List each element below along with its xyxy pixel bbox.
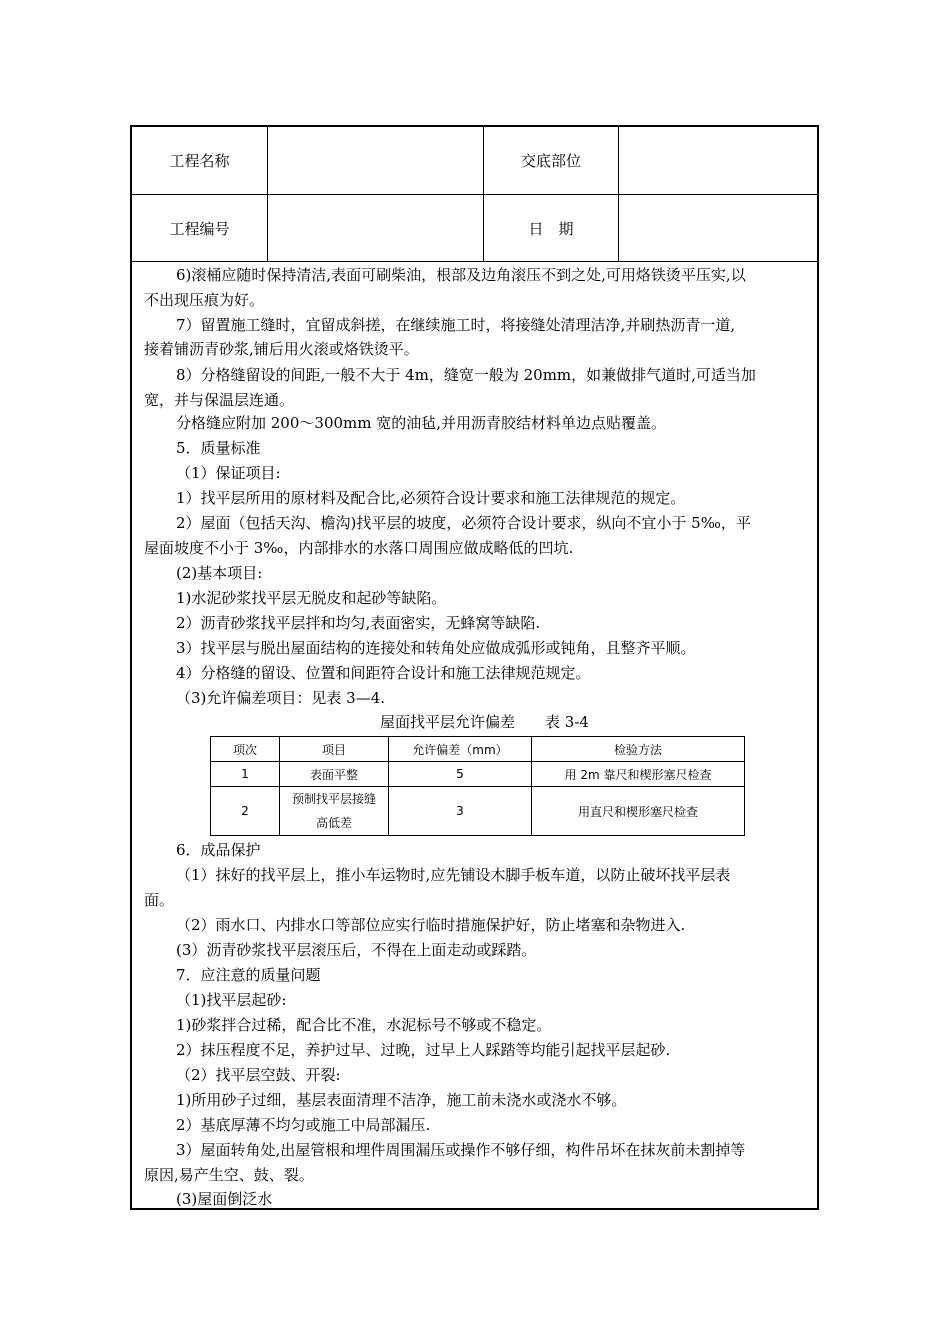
paragraph: 分格缝应附加 200～300mm 宽的油毡,并用沥青胶结材料单边点贴覆盖。 bbox=[176, 414, 667, 432]
subsection-heading: （1)找平层起砂: bbox=[176, 991, 287, 1009]
table-cell: 预制找平层接缝高低差 bbox=[280, 787, 389, 836]
document-frame bbox=[130, 125, 819, 1210]
table-header-row bbox=[211, 737, 745, 762]
tolerance-table bbox=[210, 736, 745, 836]
table-cell: 3 bbox=[389, 787, 532, 836]
date-value bbox=[619, 195, 817, 261]
paragraph: 4）分格缝的留设、位置和间距符合设计和施工法律规范规定。 bbox=[176, 664, 591, 682]
paragraph: （3)允许偏差项目：见表 3—4. bbox=[176, 689, 386, 707]
subsection-heading: （2）找平层空鼓、开裂: bbox=[176, 1066, 341, 1084]
section-heading: 5．质量标准 bbox=[176, 439, 261, 457]
paragraph: 2）抹压程度不足，养护过早、过晚，过早上人踩踏等均能引起找平层起砂. bbox=[176, 1041, 671, 1059]
paragraph: 6)滚桶应随时保持清洁,表面可刷柴油，根部及边角滚压不到之处,可用烙铁烫平压实,以 bbox=[176, 266, 746, 284]
table-cell: 2 bbox=[211, 787, 280, 836]
subsection-heading: (3)屋面倒泛水 bbox=[176, 1190, 273, 1208]
table-cell: 用 2m 靠尺和楔形塞尺检查 bbox=[532, 762, 745, 787]
paragraph: 屋面坡度不小于 3‰，内部排水的水落口周围应做成略低的凹坑. bbox=[144, 539, 574, 557]
project-name-label: 工程名称 bbox=[169, 152, 230, 170]
paragraph: 2）屋面（包括天沟、檐沟)找平层的坡度，必须符合设计要求，纵向不宜小于 5‰，平 bbox=[176, 514, 751, 532]
paragraph: 不出现压痕为好。 bbox=[144, 291, 265, 309]
subsection-heading: （1）保证项目: bbox=[176, 464, 281, 482]
section-heading: 7．应注意的质量问题 bbox=[176, 966, 321, 984]
paragraph: 2）基底厚薄不均匀或施工中局部漏压. bbox=[176, 1116, 431, 1134]
date-label: 日 期 bbox=[528, 219, 574, 238]
paragraph: 7）留置施工缝时，宜留成斜搓，在继续施工时，将接缝处清理洁净,并刷热沥青一道, bbox=[176, 316, 736, 334]
paragraph: （2）雨水口、内排水口等部位应实行临时措施保护好，防止堵塞和杂物进入. bbox=[176, 916, 686, 934]
table-cell: 1 bbox=[211, 762, 280, 787]
location-label: 交底部位 bbox=[520, 152, 581, 170]
paragraph: （1）抹好的找平层上，推小车运物时,应先铺设木脚手板车道，以防止破坏找平层表 bbox=[176, 866, 731, 884]
paragraph: 1）找平层所用的原材料及配合比,必须符合设计要求和施工法律规范的规定。 bbox=[176, 489, 686, 507]
paragraph: 3）找平层与脱出屋面结构的连接处和转角处应做成弧形或钝角，且整齐平顺。 bbox=[176, 639, 696, 657]
project-no-value bbox=[268, 195, 483, 261]
project-no-label: 工程编号 bbox=[169, 219, 230, 238]
table-row bbox=[211, 762, 745, 787]
table-caption: 屋面找平层允许偏差 表 3-4 bbox=[380, 713, 589, 731]
header-table bbox=[132, 127, 817, 262]
subsection-heading: (2)基本项目: bbox=[176, 564, 263, 582]
paragraph: 1)水泥砂浆找平层无脱皮和起砂等缺陷。 bbox=[176, 589, 447, 607]
location-value bbox=[619, 127, 817, 194]
paragraph: 3）屋面转角处,出屋管根和埋件周围漏压或操作不够仔细，构件吊坏在抹灰前未割掉等 bbox=[176, 1141, 746, 1159]
table-header-cell: 检验方法 bbox=[532, 737, 745, 762]
table-cell: 表面平整 bbox=[280, 762, 389, 787]
paragraph: 1)所用砂子过细，基层表面清理不洁净，施工前未浇水或浇水不够。 bbox=[176, 1091, 627, 1109]
section-heading: 6．成品保护 bbox=[176, 841, 261, 859]
table-cell: 5 bbox=[389, 762, 532, 787]
project-name-value bbox=[268, 127, 483, 194]
paragraph: 1)砂浆拌合过稀，配合比不准，水泥标号不够或不稳定。 bbox=[176, 1016, 552, 1034]
table-header-cell: 项目 bbox=[280, 737, 389, 762]
table-header-cell: 允许偏差（mm） bbox=[389, 737, 532, 762]
table-cell: 用直尺和楔形塞尺检查 bbox=[532, 787, 745, 836]
paragraph: 2）沥青砂浆找平层拌和均匀,表面密实，无蜂窝等缺陷. bbox=[176, 614, 541, 632]
paragraph: (3）沥青砂浆找平层滚压后，不得在上面走动或踩踏。 bbox=[176, 941, 537, 959]
paragraph: 宽，并与保温层连通。 bbox=[144, 391, 295, 409]
paragraph: 面。 bbox=[144, 891, 175, 909]
paragraph: 原因,易产生空、鼓、裂。 bbox=[144, 1166, 314, 1184]
paragraph: 8）分格缝留设的间距,一般不大于 4m，缝宽一般为 20mm，如兼做排气道时,可适当加 bbox=[176, 366, 756, 384]
paragraph: 接着铺沥青砂浆,铺后用火滚或烙铁烫平。 bbox=[144, 340, 419, 358]
table-row bbox=[211, 787, 745, 836]
table-header-cell: 项次 bbox=[211, 737, 280, 762]
